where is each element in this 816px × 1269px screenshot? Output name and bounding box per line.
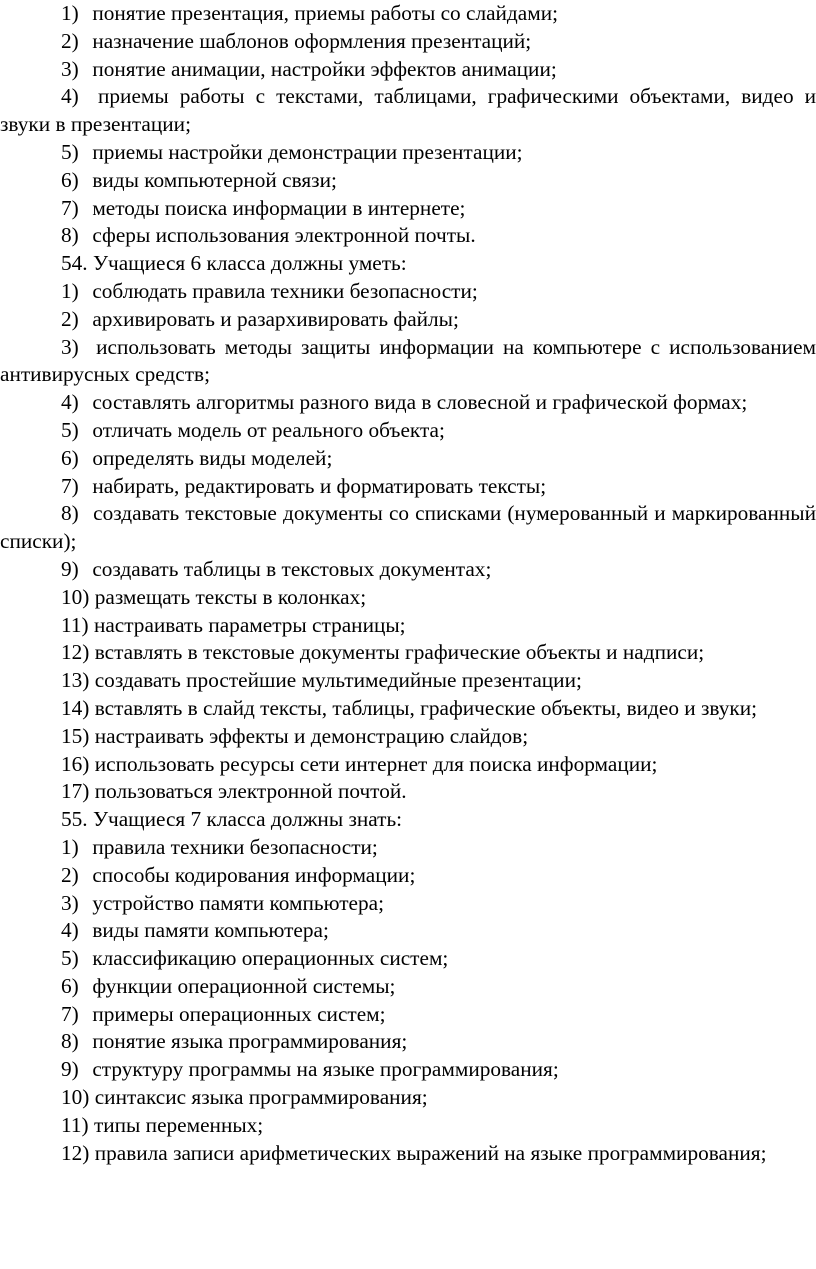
list-item-number: 14) [61,695,90,720]
list-item [0,334,816,390]
list-item [0,612,816,640]
list-item [0,1028,816,1056]
list-grade-6-skills [0,278,816,806]
list-item [0,445,816,473]
list-item [0,862,816,890]
list-item-text: использовать методы защиты информации на компьютере с использованием антивирусных средств; [0,334,816,387]
list-item [0,890,816,918]
list-item [0,778,816,806]
list-item [0,1112,816,1140]
list-item-text: создавать простейшие мультимедийные презентации; [94,668,582,693]
list-item-number: 15) [61,723,90,748]
section-54-heading: 54. Учащиеся 6 класса должны уметь: [61,251,407,276]
list-item [0,417,816,445]
list-item-number: 4) [61,84,79,109]
list-item-number: 1) [61,278,79,303]
list-item-number: 9) [61,556,79,581]
list-item-text: определять виды моделей; [92,445,333,470]
list-item-number: 12) [61,640,90,665]
list-item-number: 3) [61,890,79,915]
list-item-number: 16) [61,751,90,776]
list-item-text: понятие анимации, настройки эффектов анимации; [92,56,557,81]
list-item-number: 6) [61,167,79,192]
list-item [0,973,816,1001]
list-item [0,222,816,250]
list-item-number: 8) [61,223,79,248]
list-item-text: понятие презентация, приемы работы со слайдами; [92,1,559,25]
list-item-number: 5) [61,417,79,442]
list-item-text: способы кодирования информации; [92,862,416,887]
list-item-text: назначение шаблонов оформления презентаций; [92,28,532,53]
list-item-text: вставлять в текстовые документы графические объекты и надписи; [94,640,705,665]
list-item [0,28,816,56]
list-item [0,1001,816,1029]
section-55-heading: 55. Учащиеся 7 класса должны знать: [61,807,403,832]
list-item-number: 1) [61,834,79,859]
list-item [0,834,816,862]
list-item [0,389,816,417]
list-item [0,56,816,84]
list-item [0,639,816,667]
list-item [0,667,816,695]
list-item-text: примеры операционных систем; [92,1001,386,1026]
list-item-text: правила техники безопасности; [92,834,378,859]
list-item-number: 4) [61,390,79,415]
list-item [0,723,816,751]
list-item-text: виды компьютерной связи; [92,167,337,192]
list-item-text: создавать текстовые документы со списками (нумерованный и маркированный списки); [0,501,816,554]
list-item [0,556,816,584]
list-item [0,83,816,139]
list-item-text: использовать ресурсы сети интернет для поиска информации; [94,751,658,776]
list-item-text: составлять алгоритмы разного вида в словесной и графической формах; [92,390,748,415]
list-item-number: 3) [61,334,79,359]
list-presentations [0,0,816,250]
list-item-text: типы переменных; [93,1112,264,1137]
list-item-number: 2) [61,862,79,887]
list-item [0,945,816,973]
list-item-text: понятие языка программирования; [92,1029,408,1054]
list-item-text: вставлять в слайд тексты, таблицы, графические объекты, видео и звуки; [94,695,758,720]
list-item [0,1056,816,1084]
list-item-number: 12) [61,1140,90,1165]
list-item-text: правила записи арифметических выражений на языке программирования; [94,1140,767,1165]
list-item-text: приемы настройки демонстрации презентации; [92,139,523,164]
list-item [0,695,816,723]
list-item-text: сферы использования электронной почты. [92,223,476,248]
list-item-text: настраивать параметры страницы; [93,612,406,637]
list-item-number: 9) [61,1057,79,1082]
list-item-number: 7) [61,1001,79,1026]
list-item [0,500,816,556]
list-item [0,751,816,779]
list-item-number: 5) [61,946,79,971]
list-item-text: отличать модель от реального объекта; [92,417,445,442]
list-item-number: 6) [61,445,79,470]
list-item-number: 1) [61,1,79,25]
list-item-text: виды памяти компьютера; [92,918,329,943]
list-item-number: 4) [61,918,79,943]
list-item-text: набирать, редактировать и форматировать тексты; [92,473,547,498]
list-item-text: создавать таблицы в текстовых документах; [92,556,492,581]
list-item-text: структуру программы на языке программирования; [92,1057,559,1082]
list-item-number: 3) [61,56,79,81]
list-item [0,195,816,223]
list-item [0,306,816,334]
list-item-text: функции операционной системы; [92,973,396,998]
list-item [0,139,816,167]
list-item-number: 10) [61,584,90,609]
list-item-text: архивировать и разархивировать файлы; [92,306,459,331]
list-item-text: пользоваться электронной почтой. [94,779,407,804]
list-grade-7-knowledge [0,834,816,1168]
list-item-text: классификацию операционных систем; [92,946,449,971]
list-item-text: методы поиска информации в интернете; [92,195,466,220]
list-item-number: 5) [61,139,79,164]
list-item-text: синтаксис языка программирования; [94,1085,428,1110]
list-item-number: 13) [61,668,90,693]
list-item [0,1140,816,1168]
list-item-number: 7) [61,473,79,498]
list-item-number: 6) [61,973,79,998]
list-item-number: 17) [61,779,90,804]
list-item-number: 10) [61,1085,90,1110]
list-item [0,917,816,945]
list-item-text: приемы работы с текстами, таблицами, графическими объектами, видео и звуки в презентации; [0,84,816,137]
list-item [0,584,816,612]
list-item [0,167,816,195]
list-item [0,473,816,501]
list-item [0,1084,816,1112]
list-item-number: 8) [61,1029,79,1054]
list-item-text: размещать тексты в колонках; [94,584,367,609]
list-item-text: устройство памяти компьютера; [92,890,384,915]
list-item [0,0,816,28]
list-item [0,278,816,306]
list-item-number: 11) [61,612,89,637]
list-item-number: 11) [61,1112,89,1137]
list-item-number: 7) [61,195,79,220]
list-item-text: настраивать эффекты и демонстрацию слайдов; [94,723,529,748]
list-item-number: 8) [61,501,79,526]
list-item-number: 2) [61,28,79,53]
list-item-text: соблюдать правила техники безопасности; [92,278,478,303]
list-item-number: 2) [61,306,79,331]
